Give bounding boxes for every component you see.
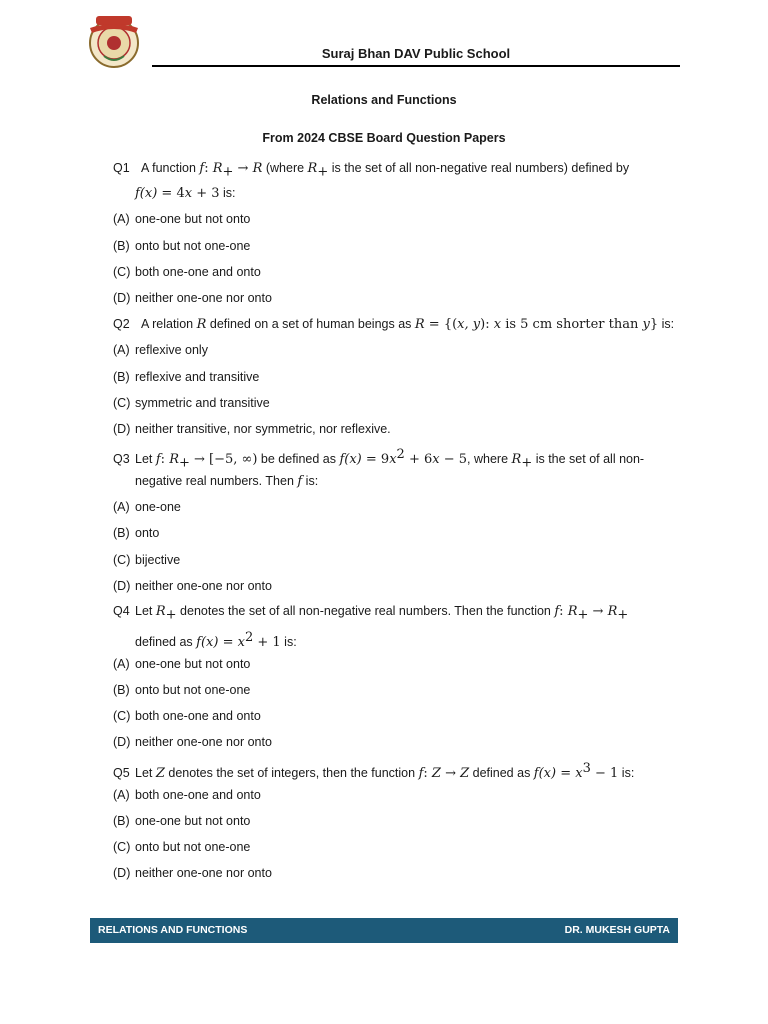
page-subtitle: From 2024 CBSE Board Question Papers [262, 131, 506, 145]
option-q3-d: (D) neither one-one nor onto [113, 579, 272, 593]
option-q2-d: (D) neither transitive, nor symmetric, nor reflexive. [113, 422, 391, 436]
question-number: Q4 [113, 604, 130, 618]
school-name: Suraj Bhan DAV Public School [321, 46, 511, 61]
option-q1-a: (A) one-one but not onto [113, 212, 251, 226]
question-q1-cont: f(x) = 4x + 3 is: [135, 186, 236, 201]
option-q4-d: (D) neither one-one nor onto [113, 735, 272, 749]
option-q1-c: (C) both one-one and onto [113, 265, 261, 279]
question-q5: Q5 Let Z denotes the set of integers, then the function f: Z → Z defined as $f(x) = x^3 - 1$ is: [113, 761, 635, 782]
option-q2-b: (B) reflexive and transitive [113, 370, 260, 384]
option-q3-b: (B) onto [113, 526, 160, 540]
option-q5-b: (B) one-one but not onto [113, 814, 251, 828]
page-title: Relations and Functions [311, 93, 457, 107]
question-q4-cont: defined as $f(x) = x^2 + 1$ is: [135, 630, 297, 651]
option-q2-a: (A) reflexive only [113, 343, 208, 357]
option-q4-a: (A) one-one but not onto [113, 657, 251, 671]
school-logo [86, 12, 142, 70]
question-number: Q3 [113, 452, 130, 467]
question-q2: Q2 A relation R defined on a set of human beings as R = {(x, y): x is 5 cm shorter than y} is: [113, 317, 675, 332]
question-number: Q1 [113, 161, 130, 175]
footer-right-text: DR. MUKESH GUPTA [564, 924, 670, 936]
option-q5-d: (D) neither one-one nor onto [113, 866, 272, 880]
question-q4: Q4 Let $R_+$ denotes the set of all non-negative real numbers. Then the function f: $R_+ \to R_+$ [113, 604, 629, 623]
option-q5-c: (C) onto but not one-one [113, 840, 251, 854]
option-q3-c: (C) bijective [113, 553, 181, 567]
option-q1-b: (B) onto but not one-one [113, 239, 251, 253]
option-q1-d: (D) neither one-one nor onto [113, 291, 272, 305]
question-q3: Q3 Let f: $R_+ \to [-5$, ∞) be defined as $f(x) = 9x^2 + 6x - 5$, where $R_+$ is the set of all non- [113, 447, 645, 471]
footer-left-text: RELATIONS AND FUNCTIONS [98, 924, 248, 936]
question-q1: Q1 A function f: $R_+ \to R$ (where $R_+$ is the set of all non-negative real numbers) defined by [113, 161, 630, 180]
option-q4-b: (B) onto but not one-one [113, 683, 251, 697]
header-rule [152, 65, 680, 67]
option-q3-a: (A) one-one [113, 500, 181, 514]
question-number: Q2 [113, 317, 130, 331]
option-q5-a: (A) both one-one and onto [113, 788, 261, 802]
option-q2-c: (C) symmetric and transitive [113, 396, 270, 410]
question-number: Q5 [113, 766, 130, 781]
question-q3-cont: negative real numbers. Then f is: [135, 474, 319, 489]
option-q4-c: (C) both one-one and onto [113, 709, 261, 723]
footer-bar [90, 918, 678, 943]
